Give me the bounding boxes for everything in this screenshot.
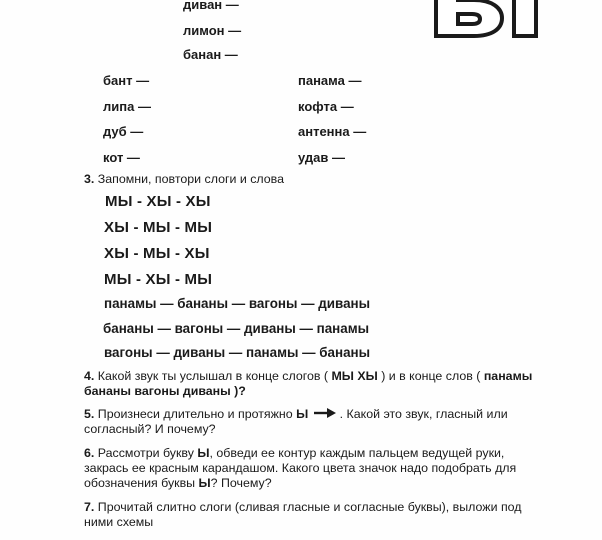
task-3-text: Запомни, повтори слоги и слова [94, 172, 285, 186]
word-bant: бант — [103, 73, 150, 88]
task-4-text-1: Какой звук ты услышал в конце слогов ( [94, 369, 329, 383]
task-5 [84, 407, 570, 437]
task-5-text-2: . Какой это звук, гласный или [336, 407, 508, 421]
task-6-letter-2: Ы [198, 476, 211, 490]
word-kofta: кофта — [298, 99, 354, 114]
task-4-syllables: МЫ ХЫ [328, 369, 382, 383]
word-row-1: панамы — бананы — вагоны — диваны [104, 296, 371, 311]
word-lipa: липа — [103, 99, 151, 114]
arrow-right-icon [314, 407, 336, 422]
task-5-number: 5. [84, 407, 95, 421]
word-kot: кот — [103, 150, 140, 165]
word-row-2: бананы — вагоны — диваны — панамы [103, 321, 370, 336]
task-6-line-3a: обозначения буквы [84, 476, 199, 490]
syllable-row-4: МЫ - ХЫ - МЫ [104, 271, 213, 288]
task-6-number: 6. [84, 446, 95, 460]
syllable-row-1: МЫ - ХЫ - ХЫ [105, 193, 211, 210]
task-5-text-1: Произнеси длительно и протяжно [94, 407, 297, 421]
word-antenna: антенна — [298, 124, 367, 139]
task-6 [84, 446, 570, 491]
task-7-line-2: ними схемы [84, 515, 154, 529]
task-3 [84, 172, 570, 187]
task-7-number: 7. [84, 500, 95, 514]
task-5-line-2: согласный? И почему? [84, 422, 216, 437]
letter-y-outline-icon [428, 0, 558, 46]
task-4-word-panamy: панамы [480, 369, 533, 383]
task-6-text-1: Рассмотри букву [94, 446, 198, 460]
word-divan: диван — [183, 0, 239, 12]
word-panama: панама — [298, 73, 362, 88]
syllable-row-2: ХЫ - МЫ - МЫ [104, 219, 213, 236]
task-6-line-3b: ? Почему? [210, 476, 272, 490]
word-udav: удав — [298, 150, 345, 165]
task-6-letter: Ы [197, 446, 210, 460]
task-6-text-2: , обведи ее контур каждым пальцем ведущей руки, [209, 446, 505, 460]
word-banan: банан — [183, 47, 238, 62]
syllable-row-3: ХЫ - МЫ - ХЫ [104, 245, 210, 262]
word-dub: дуб — [103, 124, 144, 139]
task-4-text-2: ) и в конце слов ( [381, 369, 481, 383]
task-3-number: 3. [84, 172, 95, 186]
task-4 [84, 369, 570, 399]
task-7 [84, 500, 570, 530]
task-4-number: 4. [84, 369, 95, 383]
task-4-line-2: бананы вагоны диваны )? [84, 384, 246, 398]
task-6-line-2: закрась ее красным карандашом. Какого цвета значок надо подобрать для [84, 461, 517, 475]
word-limon: лимон — [183, 23, 242, 38]
task-7-text-1: Прочитай слитно слоги (сливая гласные и согласные буквы), выложи под [94, 500, 522, 514]
task-5-letter: Ы [296, 407, 309, 421]
word-row-3: вагоны — диваны — панамы — бананы [104, 345, 371, 360]
